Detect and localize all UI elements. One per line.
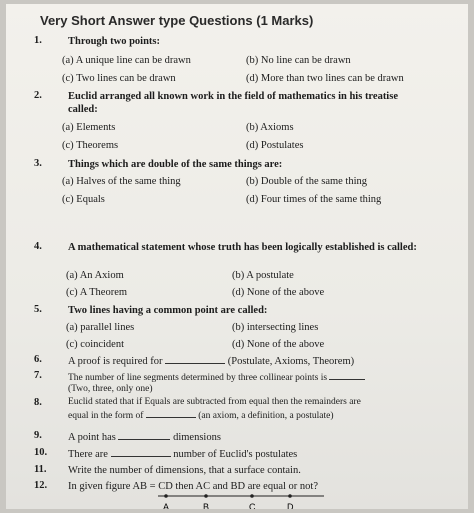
option-a: (a) A unique line can be drawn <box>62 55 191 66</box>
question-text <box>68 430 428 444</box>
question-number: 7. <box>34 370 42 381</box>
question-text-part: A proof is required for <box>68 356 163 367</box>
option-d: (d) None of the above <box>232 287 325 298</box>
option-a: (a) An Axiom <box>66 270 124 281</box>
option-d: (d) More than two lines can be drawn <box>246 73 404 84</box>
answer-blank[interactable] <box>146 408 196 418</box>
question-text <box>68 447 428 461</box>
answer-blank[interactable] <box>111 447 171 457</box>
question-number: 5. <box>34 304 42 315</box>
point-b-marker <box>204 494 208 498</box>
point-d-label: D <box>287 502 294 512</box>
answer-blank[interactable] <box>165 354 225 364</box>
question-text-part: The number of line segments determined by three collinear points is <box>68 373 328 383</box>
question-number: 2. <box>34 90 42 101</box>
question-text-part: dimensions <box>173 432 221 443</box>
point-c-label: C <box>249 502 256 512</box>
option-b: (b) No line can be drawn <box>246 55 351 66</box>
worksheet-page <box>6 4 468 512</box>
point-c-marker <box>250 494 254 498</box>
point-b-label: B <box>203 502 210 512</box>
question-text: Write the number of dimensions, that a surface contain. <box>68 465 301 476</box>
option-c: (c) Equals <box>62 194 105 205</box>
option-b: (b) intersecting lines <box>232 322 319 333</box>
option-c: (c) coincident <box>66 339 125 350</box>
answer-blank[interactable] <box>118 430 170 440</box>
question-number: 3. <box>34 158 42 169</box>
option-b: (b) Double of the same thing <box>246 176 368 187</box>
question-text: Two lines having a common point are called: <box>68 305 268 316</box>
option-d: (d) None of the above <box>232 339 325 350</box>
page-heading: Very Short Answer type Questions (1 Marks) <box>40 13 314 28</box>
question-text: Euclid arranged all known work in the field of mathematics in his treatise called: <box>68 91 398 115</box>
question-text-part: number of Euclid's postulates <box>173 449 298 460</box>
option-b: (b) A postulate <box>232 270 294 281</box>
question-text <box>68 370 448 395</box>
point-a-label: A <box>163 502 170 512</box>
question-text-part: Euclid stated that if Equals are subtracted from equal then the remainders are <box>68 397 361 407</box>
question-number: 12. <box>34 480 48 491</box>
question-text: Things which are double of the same things are: <box>68 159 283 170</box>
line-segment-figure <box>156 490 326 512</box>
question-hint: (an axiom, a definition, a postulate) <box>198 411 334 421</box>
option-d: (d) Four times of the same thing <box>246 194 382 205</box>
option-c: (c) Theorems <box>62 140 119 151</box>
option-a: (a) parallel lines <box>66 322 135 333</box>
question-text: Through two points: <box>68 36 160 47</box>
option-d: (d) Postulates <box>246 140 304 151</box>
question-number: 1. <box>34 35 42 46</box>
question-text: In given figure AB = CD then AC and BD are equal or not? <box>68 481 318 492</box>
option-c: (c) A Theorem <box>66 287 128 298</box>
question-number: 9. <box>34 430 42 441</box>
question-hint: (Two, three, only one) <box>68 384 153 394</box>
option-c: (c) Two lines can be drawn <box>62 73 176 84</box>
point-d-marker <box>288 494 292 498</box>
option-a: (a) Halves of the same thing <box>62 176 181 187</box>
option-b: (b) Axioms <box>246 122 294 133</box>
question-text-part: equal in the form of <box>68 411 144 421</box>
question-number: 8. <box>34 397 42 408</box>
question-text <box>68 354 448 368</box>
option-a: (a) Elements <box>62 122 116 133</box>
question-number: 10. <box>34 447 48 458</box>
point-a-marker <box>164 494 168 498</box>
answer-blank[interactable] <box>329 370 365 380</box>
question-number: 4. <box>34 241 42 252</box>
question-text: A mathematical statement whose truth has been logically established is called: <box>68 242 417 253</box>
question-number: 11. <box>34 464 47 475</box>
question-text-part: There are <box>68 449 108 460</box>
question-text-part: A point has <box>68 432 116 443</box>
question-text <box>68 397 448 422</box>
question-hint: (Postulate, Axioms, Theorem) <box>227 356 355 367</box>
question-number: 6. <box>34 354 42 365</box>
